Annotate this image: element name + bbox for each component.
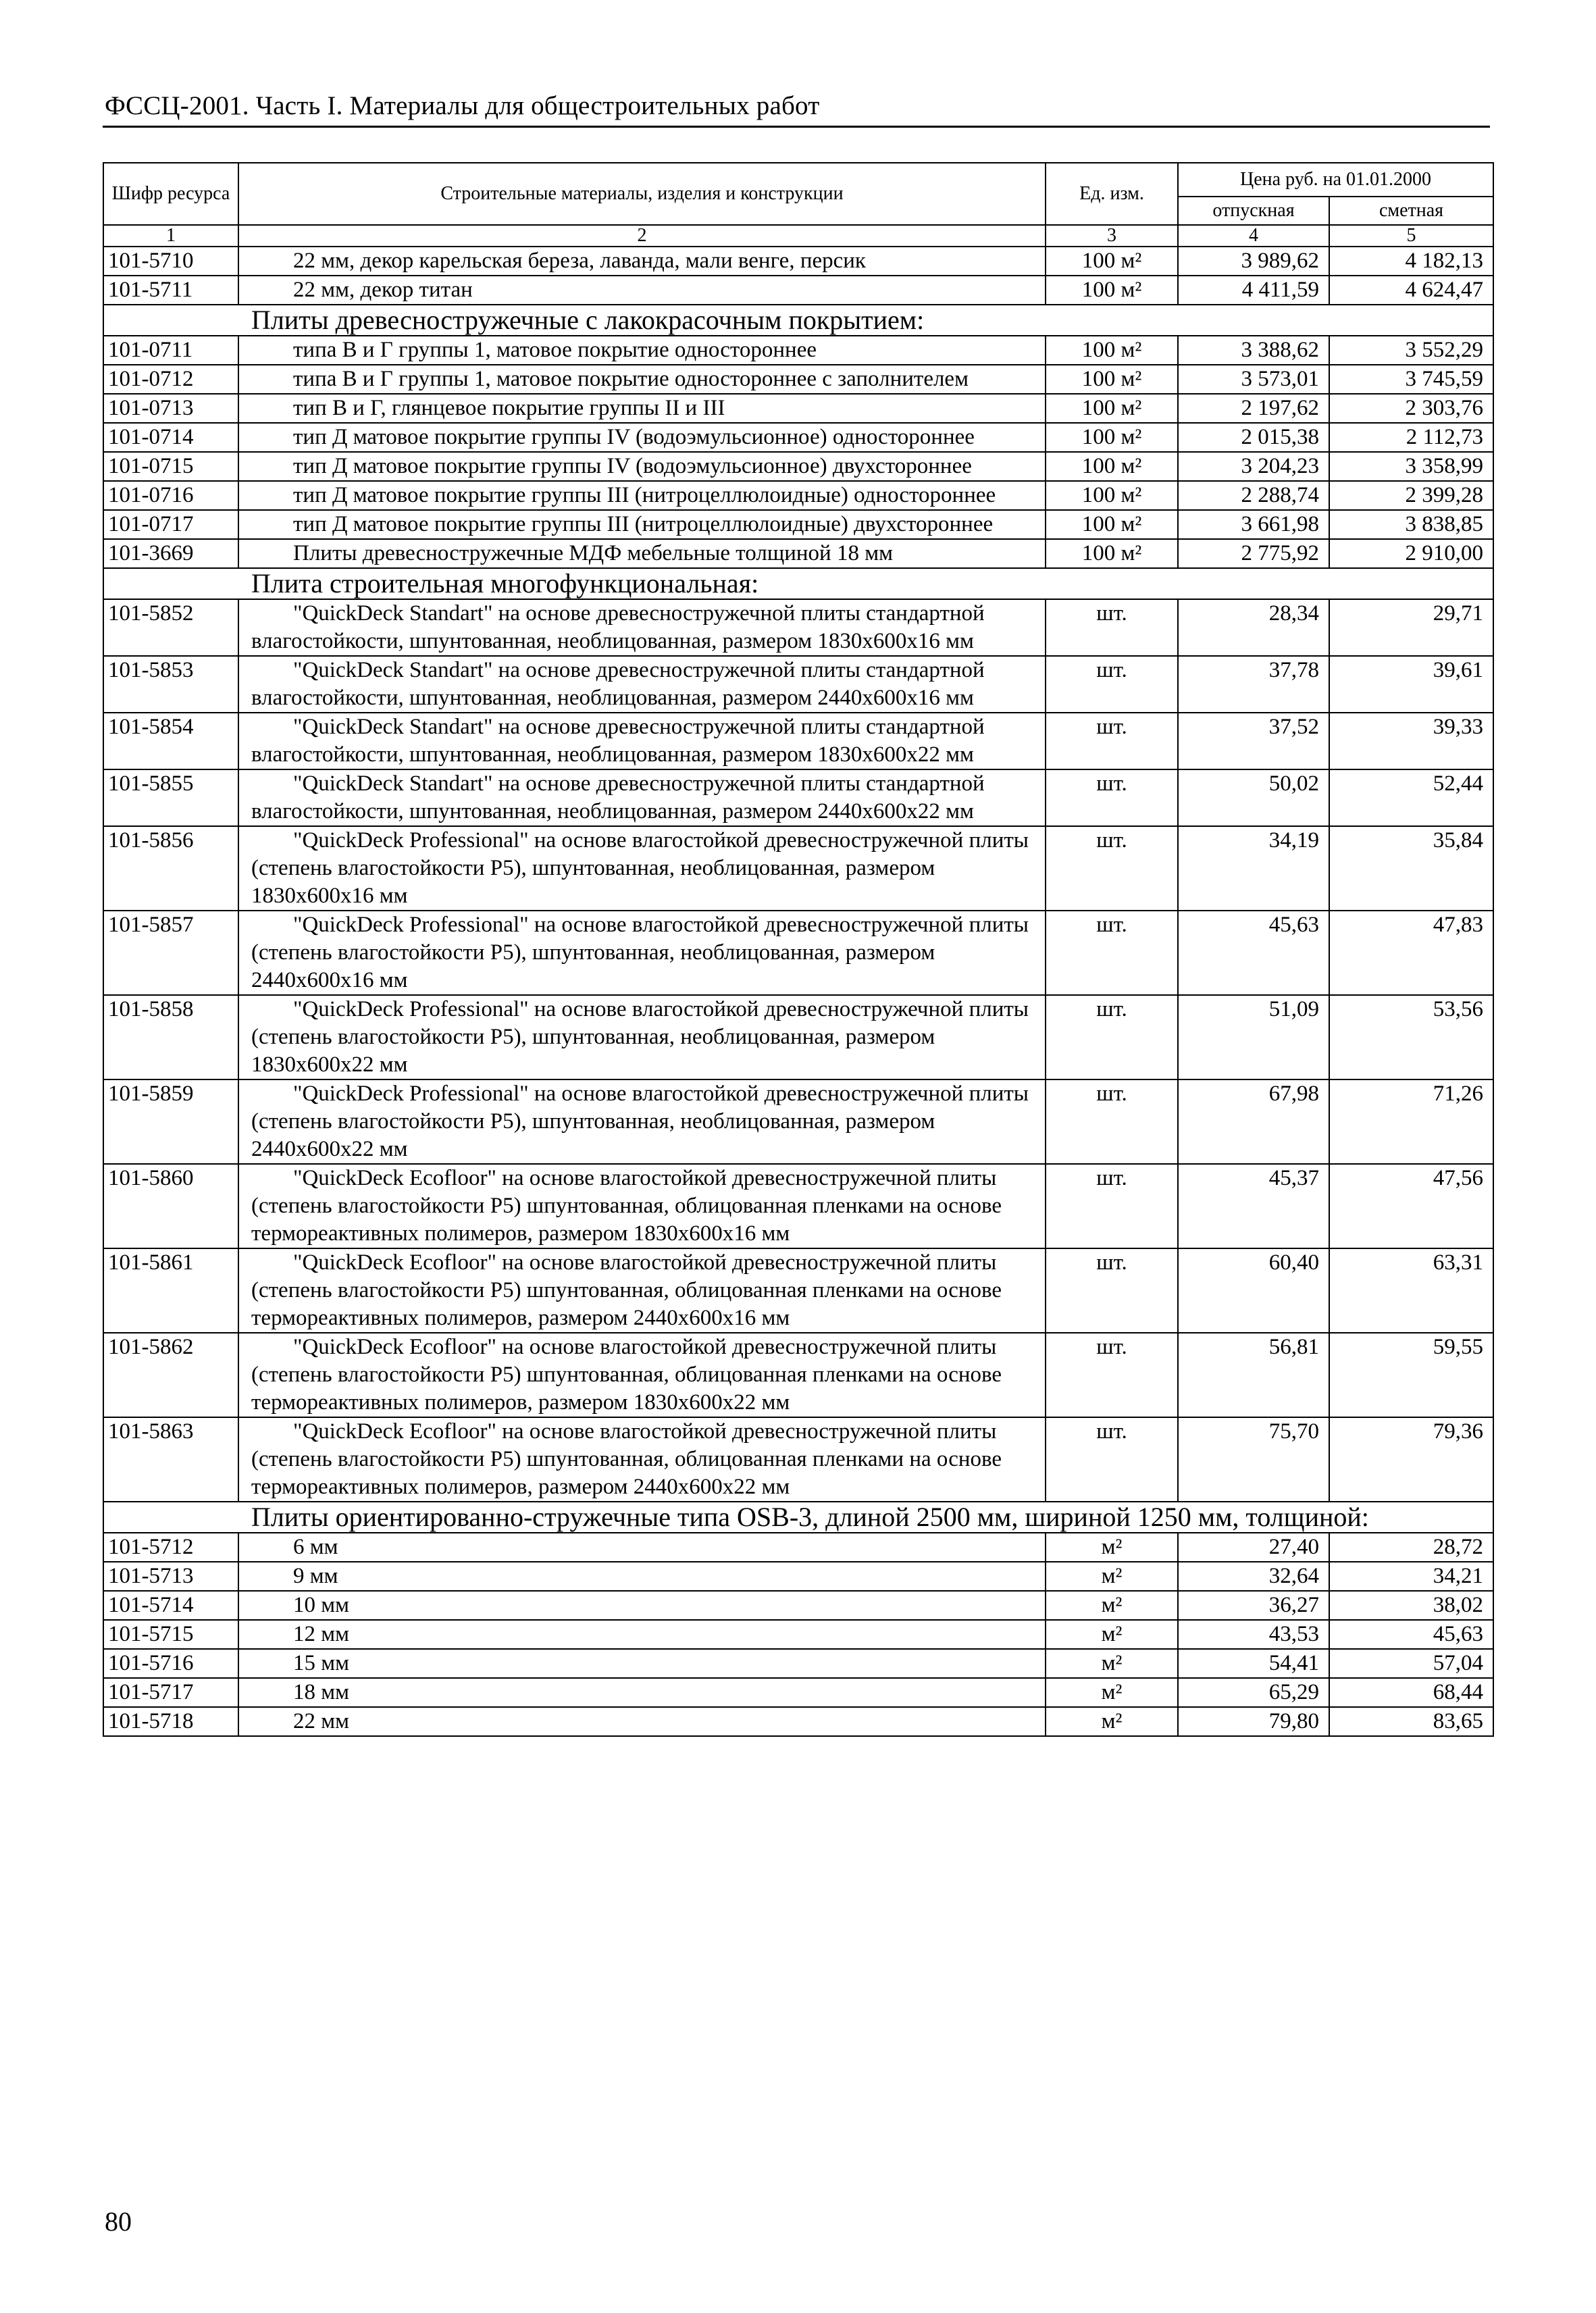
cell-unit: м² (1046, 1620, 1178, 1649)
cell-estimate-price: 4 624,47 (1329, 276, 1493, 305)
material-name-text: 10 мм (293, 1593, 350, 1617)
material-name-text: "QuickDeck Ecofloor" на основе влагостойкой древесностружечной плиты (степень влагостойкости P5) шпунтованная, облицованная пленками на основе термореактивных полимеров, размером 1830x600x16 мм (251, 1166, 1002, 1246)
material-name-text: тип Д матовое покрытие группы III (нитроцеллюлоидные) двухстороннее (293, 512, 994, 536)
section-row (103, 568, 1493, 599)
cell-unit: м² (1046, 1533, 1178, 1562)
cell-unit: м² (1046, 1649, 1178, 1678)
material-name-text: типа В и Г группы 1, матовое покрытие одностороннее с заполнителем (293, 367, 969, 391)
material-name-text: типа В и Г группы 1, матовое покрытие одностороннее (293, 338, 817, 362)
cell-unit: шт. (1046, 1079, 1178, 1164)
material-name-text: "QuickDeck Standart" на основе древесностружечной плиты стандартной влагостойкости, шпунтованная, необлицованная, размером 1830x600x22 мм (251, 715, 985, 767)
material-name-text: 22 мм, декор карельская береза, лаванда, мали венге, персик (293, 249, 866, 273)
cell-material-name (238, 1591, 1046, 1620)
cell-release-price: 3 204,23 (1178, 452, 1329, 481)
cell-material-name (238, 1620, 1046, 1649)
cell-estimate-price: 59,55 (1329, 1333, 1493, 1417)
cell-unit: шт. (1046, 1248, 1178, 1333)
cell-material-name (238, 1562, 1046, 1591)
cell-unit: м² (1046, 1591, 1178, 1620)
cell-unit: шт. (1046, 995, 1178, 1079)
cell-material-name (238, 826, 1046, 911)
cell-unit: шт. (1046, 1333, 1178, 1417)
cell-release-price: 43,53 (1178, 1620, 1329, 1649)
cell-unit: шт. (1046, 826, 1178, 911)
cell-estimate-price: 45,63 (1329, 1620, 1493, 1649)
material-name-text: тип В и Г, глянцевое покрытие группы II и III (293, 396, 725, 420)
cell-unit: 100 м² (1046, 510, 1178, 539)
cell-release-price: 45,63 (1178, 911, 1329, 995)
cell-material-name (238, 276, 1046, 305)
cell-resource-code: 101-5857 (103, 911, 238, 995)
cell-estimate-price: 3 552,29 (1329, 336, 1493, 365)
col-number: 3 (1046, 225, 1178, 247)
table-row (103, 510, 1493, 539)
table-row (103, 599, 1493, 656)
material-name-text: 9 мм (293, 1564, 338, 1588)
cell-release-price: 28,34 (1178, 599, 1329, 656)
cell-resource-code: 101-5718 (103, 1707, 238, 1736)
cell-unit: шт. (1046, 1164, 1178, 1248)
cell-unit: 100 м² (1046, 539, 1178, 568)
table-row (103, 911, 1493, 995)
col-header-name: Строительные материалы, изделия и конструкции (238, 163, 1046, 225)
table-row (103, 1533, 1493, 1562)
cell-estimate-price: 68,44 (1329, 1678, 1493, 1707)
cell-estimate-price: 3 358,99 (1329, 452, 1493, 481)
cell-resource-code: 101-5712 (103, 1533, 238, 1562)
material-name-text: 6 мм (293, 1535, 338, 1559)
cell-material-name (238, 1248, 1046, 1333)
section-row (103, 305, 1493, 336)
cell-release-price: 4 411,59 (1178, 276, 1329, 305)
table-row (103, 826, 1493, 911)
table-row (103, 276, 1493, 305)
cell-unit: шт. (1046, 656, 1178, 713)
cell-release-price: 3 989,62 (1178, 247, 1329, 276)
cell-unit: шт. (1046, 1417, 1178, 1502)
cell-estimate-price: 3 745,59 (1329, 365, 1493, 394)
table-row (103, 656, 1493, 713)
cell-material-name (238, 336, 1046, 365)
material-name-text: тип Д матовое покрытие группы IV (водоэмульсионное) одностороннее (293, 425, 975, 449)
cell-release-price: 50,02 (1178, 769, 1329, 826)
cell-resource-code: 101-5862 (103, 1333, 238, 1417)
table-row (103, 1079, 1493, 1164)
cell-unit: 100 м² (1046, 336, 1178, 365)
cell-material-name (238, 1533, 1046, 1562)
table-row (103, 1707, 1493, 1736)
cell-material-name (238, 1707, 1046, 1736)
cell-resource-code: 101-5715 (103, 1620, 238, 1649)
material-name-text: "QuickDeck Professional" на основе влагостойкой древесностружечной плиты (степень влагостойкости P5), шпунтованная, необлицованная, размером 1830x600x16 мм (251, 828, 1029, 908)
cell-resource-code: 101-5856 (103, 826, 238, 911)
cell-estimate-price: 28,72 (1329, 1533, 1493, 1562)
section-title: Плиты древесностружечные с лакокрасочным покрытием: (103, 305, 1493, 336)
cell-estimate-price: 57,04 (1329, 1649, 1493, 1678)
cell-estimate-price: 2 399,28 (1329, 481, 1493, 510)
cell-estimate-price: 38,02 (1329, 1591, 1493, 1620)
cell-resource-code: 101-3669 (103, 539, 238, 568)
cell-resource-code: 101-0712 (103, 365, 238, 394)
cell-release-price: 65,29 (1178, 1678, 1329, 1707)
table-row (103, 1620, 1493, 1649)
cell-resource-code: 101-5711 (103, 276, 238, 305)
cell-unit: м² (1046, 1678, 1178, 1707)
cell-resource-code: 101-5855 (103, 769, 238, 826)
page-number: 80 (105, 2206, 132, 2237)
section-title: Плита строительная многофункциональная: (103, 568, 1493, 599)
cell-release-price: 34,19 (1178, 826, 1329, 911)
cell-material-name (238, 247, 1046, 276)
cell-resource-code: 101-5859 (103, 1079, 238, 1164)
cell-unit: 100 м² (1046, 276, 1178, 305)
cell-resource-code: 101-0713 (103, 394, 238, 423)
table-row (103, 995, 1493, 1079)
cell-estimate-price: 63,31 (1329, 1248, 1493, 1333)
cell-estimate-price: 29,71 (1329, 599, 1493, 656)
cell-release-price: 3 661,98 (1178, 510, 1329, 539)
col-number: 4 (1178, 225, 1329, 247)
cell-estimate-price: 83,65 (1329, 1707, 1493, 1736)
cell-unit: шт. (1046, 599, 1178, 656)
cell-release-price: 3 573,01 (1178, 365, 1329, 394)
material-name-text: "QuickDeck Standart" на основе древесностружечной плиты стандартной влагостойкости, шпунтованная, необлицованная, размером 1830x600x16 мм (251, 601, 985, 653)
table-row (103, 1591, 1493, 1620)
cell-resource-code: 101-5858 (103, 995, 238, 1079)
cell-resource-code: 101-5713 (103, 1562, 238, 1591)
cell-resource-code: 101-5716 (103, 1649, 238, 1678)
cell-release-price: 51,09 (1178, 995, 1329, 1079)
cell-estimate-price: 39,61 (1329, 656, 1493, 713)
cell-estimate-price: 4 182,13 (1329, 247, 1493, 276)
cell-material-name (238, 423, 1046, 452)
cell-release-price: 37,52 (1178, 713, 1329, 769)
cell-estimate-price: 53,56 (1329, 995, 1493, 1079)
table-row (103, 713, 1493, 769)
cell-resource-code: 101-5717 (103, 1678, 238, 1707)
cell-release-price: 3 388,62 (1178, 336, 1329, 365)
col-number: 1 (103, 225, 238, 247)
cell-resource-code: 101-0711 (103, 336, 238, 365)
col-header-price-group: Цена руб. на 01.01.2000 (1178, 163, 1493, 197)
material-name-text: "QuickDeck Professional" на основе влагостойкой древесностружечной плиты (степень влагостойкости P5), шпунтованная, необлицованная, размером 2440x600x22 мм (251, 1082, 1029, 1161)
cell-release-price: 56,81 (1178, 1333, 1329, 1417)
material-name-text: "QuickDeck Ecofloor" на основе влагостойкой древесностружечной плиты (степень влагостойкости P5) шпунтованная, облицованная пленками на основе термореактивных полимеров, размером 1830x600x22 мм (251, 1335, 1002, 1415)
cell-unit: 100 м² (1046, 247, 1178, 276)
cell-unit: 100 м² (1046, 452, 1178, 481)
table-row (103, 1678, 1493, 1707)
cell-release-price: 45,37 (1178, 1164, 1329, 1248)
material-name-text: 22 мм (293, 1709, 350, 1733)
cell-release-price: 36,27 (1178, 1591, 1329, 1620)
cell-estimate-price: 39,33 (1329, 713, 1493, 769)
cell-resource-code: 101-0717 (103, 510, 238, 539)
cell-resource-code: 101-5853 (103, 656, 238, 713)
cell-resource-code: 101-0716 (103, 481, 238, 510)
material-name-text: 12 мм (293, 1622, 350, 1646)
cell-estimate-price: 2 112,73 (1329, 423, 1493, 452)
cell-estimate-price: 71,26 (1329, 1079, 1493, 1164)
cell-unit: шт. (1046, 911, 1178, 995)
table-row (103, 539, 1493, 568)
cell-material-name (238, 1649, 1046, 1678)
cell-release-price: 79,80 (1178, 1707, 1329, 1736)
material-name-text: 18 мм (293, 1680, 350, 1704)
page-header-title: ФССЦ-2001. Часть I. Материалы для общестроительных работ (105, 91, 820, 120)
cell-material-name (238, 769, 1046, 826)
cell-resource-code: 101-5861 (103, 1248, 238, 1333)
cell-unit: 100 м² (1046, 423, 1178, 452)
cell-resource-code: 101-5714 (103, 1591, 238, 1620)
cell-material-name (238, 510, 1046, 539)
cell-estimate-price: 47,56 (1329, 1164, 1493, 1248)
cell-estimate-price: 34,21 (1329, 1562, 1493, 1591)
cell-resource-code: 101-5854 (103, 713, 238, 769)
cell-estimate-price: 52,44 (1329, 769, 1493, 826)
material-name-text: "QuickDeck Ecofloor" на основе влагостойкой древесностружечной плиты (степень влагостойкости P5) шпунтованная, облицованная пленками на основе термореактивных полимеров, размером 2440x600x22 мм (251, 1419, 1002, 1499)
cell-unit: 100 м² (1046, 394, 1178, 423)
cell-resource-code: 101-0715 (103, 452, 238, 481)
section-row (103, 1502, 1493, 1533)
cell-unit: м² (1046, 1562, 1178, 1591)
table-row (103, 1333, 1493, 1417)
table-row (103, 423, 1493, 452)
cell-material-name (238, 539, 1046, 568)
material-name-text: тип Д матовое покрытие группы IV (водоэмульсионное) двухстороннее (293, 454, 972, 478)
material-name-text: Плиты древесностружечные МДФ мебельные толщиной 18 мм (293, 541, 893, 565)
cell-estimate-price: 2 303,76 (1329, 394, 1493, 423)
material-name-text: "QuickDeck Standart" на основе древесностружечной плиты стандартной влагостойкости, шпунтованная, необлицованная, размером 2440x600x16 мм (251, 658, 985, 710)
cell-estimate-price: 35,84 (1329, 826, 1493, 911)
table-row (103, 481, 1493, 510)
cell-release-price: 37,78 (1178, 656, 1329, 713)
cell-resource-code: 101-5710 (103, 247, 238, 276)
cell-material-name (238, 1333, 1046, 1417)
cell-material-name (238, 911, 1046, 995)
cell-unit: 100 м² (1046, 481, 1178, 510)
cell-material-name (238, 365, 1046, 394)
table-row (103, 769, 1493, 826)
cell-unit: шт. (1046, 713, 1178, 769)
cell-release-price: 75,70 (1178, 1417, 1329, 1502)
cell-material-name (238, 713, 1046, 769)
cell-unit: м² (1046, 1707, 1178, 1736)
cell-release-price: 27,40 (1178, 1533, 1329, 1562)
col-header-unit: Ед. изм. (1046, 163, 1178, 225)
table-row (103, 1164, 1493, 1248)
cell-release-price: 2 015,38 (1178, 423, 1329, 452)
table-row (103, 336, 1493, 365)
material-name-text: "QuickDeck Ecofloor" на основе влагостойкой древесностружечной плиты (степень влагостойкости P5) шпунтованная, облицованная пленками на основе термореактивных полимеров, размером 2440x600x16 мм (251, 1250, 1002, 1330)
cell-estimate-price: 2 910,00 (1329, 539, 1493, 568)
cell-material-name (238, 1079, 1046, 1164)
cell-unit: шт. (1046, 769, 1178, 826)
cell-resource-code: 101-5852 (103, 599, 238, 656)
material-name-text: 15 мм (293, 1651, 350, 1675)
materials-price-table (103, 162, 1494, 1737)
table-header (103, 163, 1493, 247)
cell-resource-code: 101-5863 (103, 1417, 238, 1502)
cell-material-name (238, 995, 1046, 1079)
cell-unit: 100 м² (1046, 365, 1178, 394)
cell-material-name (238, 599, 1046, 656)
material-name-text: тип Д матовое покрытие группы III (нитроцеллюлоидные) одностороннее (293, 483, 996, 507)
cell-resource-code: 101-0714 (103, 423, 238, 452)
table-row (103, 365, 1493, 394)
cell-material-name (238, 481, 1046, 510)
table-row (103, 452, 1493, 481)
col-number: 5 (1329, 225, 1493, 247)
cell-release-price: 60,40 (1178, 1248, 1329, 1333)
table-row (103, 1649, 1493, 1678)
cell-release-price: 67,98 (1178, 1079, 1329, 1164)
cell-estimate-price: 79,36 (1329, 1417, 1493, 1502)
cell-material-name (238, 1417, 1046, 1502)
cell-material-name (238, 656, 1046, 713)
cell-release-price: 2 775,92 (1178, 539, 1329, 568)
material-name-text: "QuickDeck Professional" на основе влагостойкой древесностружечной плиты (степень влагостойкости P5), шпунтованная, необлицованная, размером 1830x600x22 мм (251, 997, 1029, 1077)
col-header-price-release: отпускная (1178, 197, 1329, 225)
cell-material-name (238, 1678, 1046, 1707)
table-row (103, 1248, 1493, 1333)
material-name-text: "QuickDeck Standart" на основе древесностружечной плиты стандартной влагостойкости, шпунтованная, необлицованная, размером 2440x600x22 мм (251, 771, 985, 823)
cell-resource-code: 101-5860 (103, 1164, 238, 1248)
table-body (103, 247, 1493, 1736)
header-divider (103, 126, 1490, 128)
cell-estimate-price: 47,83 (1329, 911, 1493, 995)
material-name-text: "QuickDeck Professional" на основе влагостойкой древесностружечной плиты (степень влагостойкости P5), шпунтованная, необлицованная, размером 2440x600x16 мм (251, 913, 1029, 992)
section-title: Плиты ориентированно-стружечные типа OSB-3, длиной 2500 мм, шириной 1250 мм, толщиной: (103, 1502, 1493, 1533)
cell-release-price: 54,41 (1178, 1649, 1329, 1678)
table-row (103, 1562, 1493, 1591)
cell-estimate-price: 3 838,85 (1329, 510, 1493, 539)
cell-release-price: 2 197,62 (1178, 394, 1329, 423)
table-row (103, 247, 1493, 276)
material-name-text: 22 мм, декор титан (293, 278, 473, 302)
cell-material-name (238, 1164, 1046, 1248)
column-number-row (103, 225, 1493, 247)
cell-material-name (238, 452, 1046, 481)
col-header-price-estimate: сметная (1329, 197, 1493, 225)
cell-release-price: 32,64 (1178, 1562, 1329, 1591)
cell-material-name (238, 394, 1046, 423)
table-row (103, 394, 1493, 423)
col-number: 2 (238, 225, 1046, 247)
col-header-code: Шифр ресурса (103, 163, 238, 225)
table-row (103, 1417, 1493, 1502)
cell-release-price: 2 288,74 (1178, 481, 1329, 510)
